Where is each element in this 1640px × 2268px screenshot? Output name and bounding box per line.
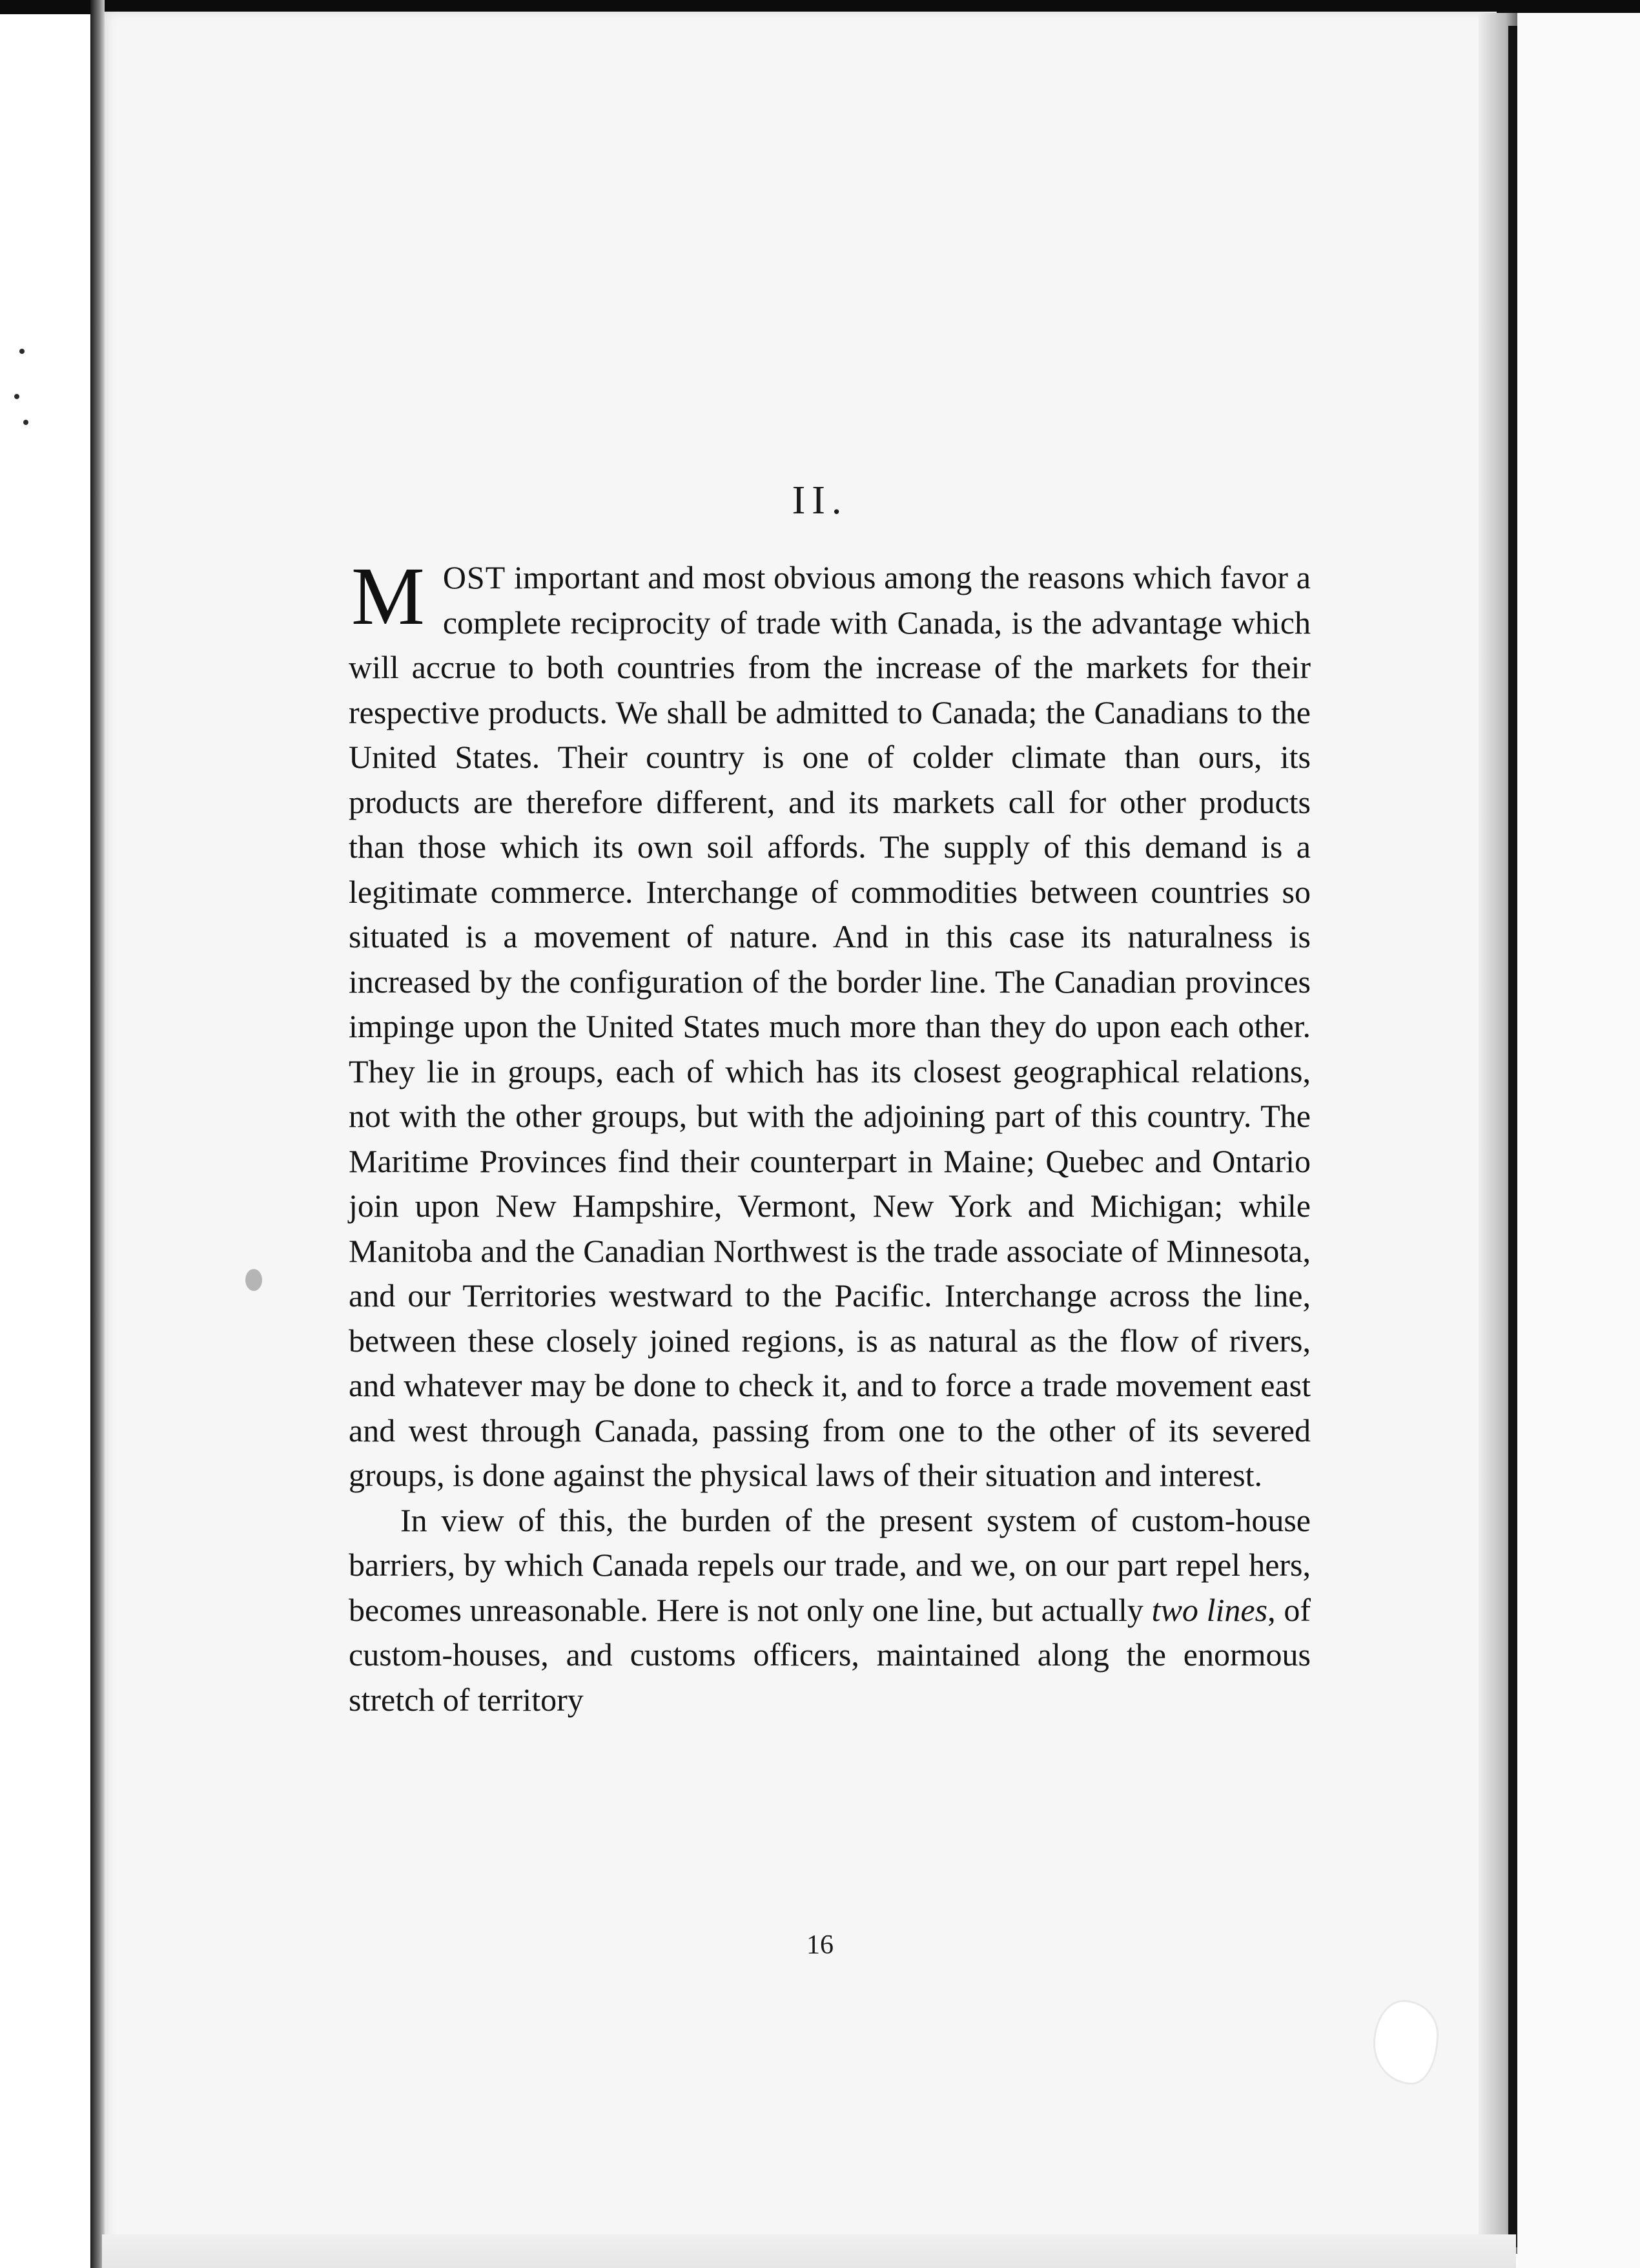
page-left-edge xyxy=(90,0,105,2268)
dust-speck xyxy=(14,394,19,399)
first-word-rest: OST xyxy=(442,559,506,595)
dust-speck xyxy=(23,420,28,425)
page-number: 16 xyxy=(806,1930,834,1960)
dust-speck xyxy=(19,349,25,354)
paragraph-2-text-a: In view of this, the burden of the present system of custom-house barriers, by which Canada repels our trade, and we, on our part repel hers, becomes unreasonable. Here is not only one line, but actually xyxy=(349,1501,1311,1628)
body-text xyxy=(349,550,1311,1722)
paragraph-1 xyxy=(349,550,1311,1498)
ink-blot xyxy=(245,1269,262,1291)
paragraph-2-text-b: , of custom-houses, and customs officers, maintained along the enormous stretch of territory xyxy=(349,1591,1311,1718)
paragraph-2 xyxy=(349,1498,1311,1723)
drop-cap: M xyxy=(351,550,425,642)
paragraph-1-text: important and most obvious among the reasons which favor a complete reciprocity of trade with Canada, is the advantage which will accrue to both countries from the increase of the markets for their respective products. We shall be admitted to Canada; the Canadians to the United States. Their country is one of colder climate than ours, its products are therefore different, and its markets call for other products than those which its own soil affords. The supply of this demand is a legitimate commerce. Interchange of commodities between countries so situated is a movement of nature. And in this case its naturalness is increased by the configuration of the border line. The Canadian provinces impinge upon the United States much more than they do upon each other. They lie in groups, each of which has its closest geographical relations, not with the other groups, but with the adjoining part of this country. The Maritime Provinces find their counterpart in Maine; Quebec and Ontario join upon New Hampshire, Vermont, New York and Michigan; while Manitoba and the Canadian Northwest is the trade associate of Minnesota, and our Territories westward to the Pacific. Interchange across the line, between these closely joined regions, is as natural as the flow of rivers, and whatever may be done to check it, and to force a trade movement east and west through Canada, passing from one to the other of its severed groups, is done against the physical laws of their situation and interest. xyxy=(349,559,1311,1493)
chapter-heading: II. xyxy=(792,479,848,522)
binding-shadow xyxy=(1508,26,1517,2247)
page-bottom-shade xyxy=(102,2234,1516,2268)
paragraph-2-italic: two lines xyxy=(1151,1591,1268,1628)
